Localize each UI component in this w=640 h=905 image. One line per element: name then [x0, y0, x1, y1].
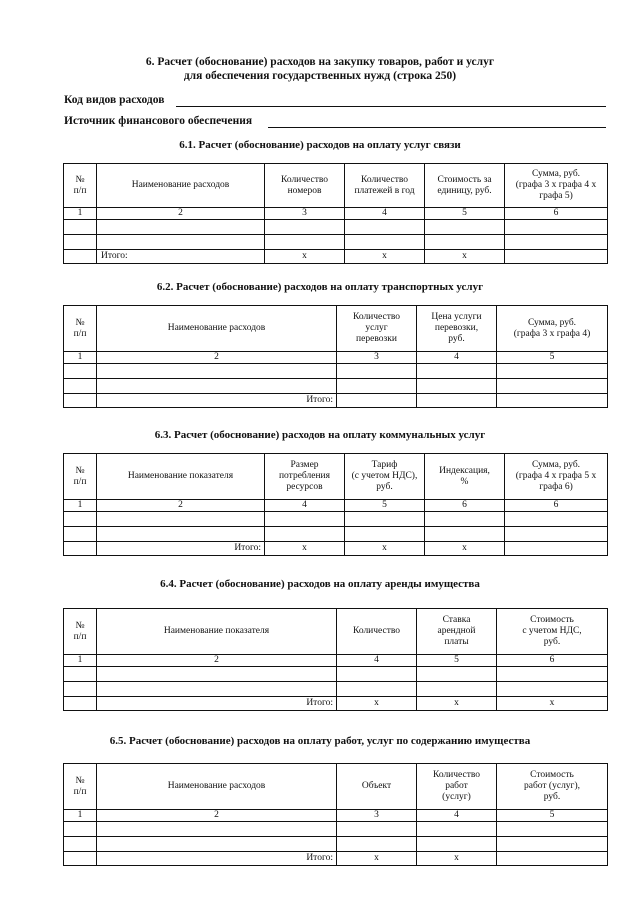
col-4-header-text: Количество платежей в год: [354, 174, 415, 196]
col-3-index: 4: [337, 655, 417, 667]
total-sum-cell[interactable]: [505, 250, 608, 264]
table-cell[interactable]: [417, 837, 497, 852]
table-cell[interactable]: [97, 822, 337, 837]
col-number-header: [64, 164, 97, 208]
col-3-header-text: Количество услуг перевозки: [352, 312, 401, 344]
table-cell[interactable]: [97, 364, 337, 379]
table-row[interactable]: [64, 512, 608, 527]
col-5-header-text: Стоимость за единицу, руб.: [437, 174, 492, 196]
expense-type-code-label: Код видов расходов: [64, 94, 165, 106]
table-header-row: [64, 164, 608, 208]
col-number-index: 1: [64, 810, 97, 822]
table-row[interactable]: [64, 682, 608, 697]
col-name-index: 2: [97, 655, 337, 667]
table-cell[interactable]: [97, 512, 265, 527]
col-number-header-text: № п/п: [73, 620, 87, 642]
col-name-header: [97, 454, 265, 500]
col-6-index: 6: [505, 500, 608, 512]
col-3-header: [337, 306, 417, 352]
column-number-row: [64, 500, 608, 512]
table-cell[interactable]: [64, 364, 97, 379]
col-5-index: 5: [425, 208, 505, 220]
col-5-index: 5: [497, 352, 608, 364]
section-6-3-table: [63, 453, 608, 556]
col-3-index: 3: [337, 352, 417, 364]
col-name-index: 2: [97, 352, 337, 364]
table-cell[interactable]: [417, 682, 497, 697]
total-label: Итого:: [97, 542, 265, 556]
table-cell: [64, 852, 97, 866]
table-cell[interactable]: [505, 235, 608, 250]
total-label: Итого:: [97, 250, 265, 264]
col-3-header: [265, 164, 345, 208]
col-4-header-text: Тариф (с учетом НДС), руб.: [351, 460, 418, 492]
table-cell[interactable]: [337, 682, 417, 697]
col-4-header: [345, 454, 425, 500]
table-cell[interactable]: [505, 512, 608, 527]
table-cell[interactable]: [497, 364, 608, 379]
table-cell[interactable]: [64, 822, 97, 837]
expense-type-code-line[interactable]: [176, 106, 606, 107]
table-cell[interactable]: [97, 235, 265, 250]
financing-source-label: Источник финансового обеспечения: [64, 115, 253, 127]
col-name-header-text: Наименование показателя: [127, 471, 234, 481]
table-cell[interactable]: [97, 682, 337, 697]
table-cell[interactable]: [97, 220, 265, 235]
table-cell[interactable]: [97, 837, 337, 852]
col-4-index: 5: [417, 655, 497, 667]
not-applicable-mark: x: [425, 542, 505, 556]
table-cell[interactable]: [345, 512, 425, 527]
col-3-index: 3: [265, 208, 345, 220]
col-name-header: [97, 306, 337, 352]
total-row: [64, 250, 608, 264]
col-4-header: [417, 609, 497, 655]
table-cell[interactable]: [337, 667, 417, 682]
table-header-row: [64, 609, 608, 655]
not-applicable-mark: x: [337, 852, 417, 866]
table-cell[interactable]: [337, 394, 417, 408]
table-cell[interactable]: [64, 235, 97, 250]
table-cell[interactable]: [497, 682, 608, 697]
table-cell[interactable]: [265, 220, 345, 235]
col-6-header-text: Сумма, руб. (графа 4 x графа 5 x графа 6): [515, 460, 597, 492]
table-cell[interactable]: [64, 667, 97, 682]
col-3-header-text: Размер потребления ресурсов: [278, 460, 331, 492]
table-cell[interactable]: [265, 512, 345, 527]
col-name-header-text: Наименование расходов: [167, 323, 266, 333]
column-number-row: [64, 208, 608, 220]
table-header-row: [64, 764, 608, 810]
not-applicable-mark: x: [497, 697, 608, 711]
table-cell[interactable]: [417, 379, 497, 394]
table-cell[interactable]: [417, 822, 497, 837]
table-cell[interactable]: [345, 235, 425, 250]
table-cell[interactable]: [345, 220, 425, 235]
not-applicable-mark: x: [265, 250, 345, 264]
not-applicable-mark: x: [345, 542, 425, 556]
total-row: [64, 697, 608, 711]
table-cell: [64, 394, 97, 408]
col-number-index: 1: [64, 500, 97, 512]
col-4-header: [417, 306, 497, 352]
table-cell[interactable]: [497, 837, 608, 852]
col-name-index: 2: [97, 810, 337, 822]
total-row: [64, 394, 608, 408]
table-row[interactable]: [64, 822, 608, 837]
table-cell[interactable]: [425, 235, 505, 250]
col-5-header: [425, 454, 505, 500]
col-4-header-text: Цена услуги перевозки, руб.: [431, 312, 482, 344]
table-cell[interactable]: [497, 667, 608, 682]
col-number-header: [64, 764, 97, 810]
col-3-index: 4: [265, 500, 345, 512]
table-cell[interactable]: [64, 527, 97, 542]
table-row[interactable]: [64, 235, 608, 250]
table-cell[interactable]: [345, 527, 425, 542]
col-name-header: [97, 164, 265, 208]
table-cell[interactable]: [64, 682, 97, 697]
col-5-header-text: Сумма, руб. (графа 3 x графа 4): [513, 317, 591, 339]
col-3-index: 3: [337, 810, 417, 822]
col-4-header: [345, 164, 425, 208]
col-3-header: [337, 609, 417, 655]
col-6-header: [505, 164, 608, 208]
col-5-header: [497, 764, 608, 810]
col-4-header: [417, 764, 497, 810]
total-label: Итого:: [97, 394, 337, 408]
col-name-header: [97, 609, 337, 655]
col-number-index: 1: [64, 208, 97, 220]
col-number-header: [64, 454, 97, 500]
col-5-index: 5: [497, 810, 608, 822]
col-4-header-text: Ставка арендной платы: [437, 615, 476, 647]
table-cell[interactable]: [337, 837, 417, 852]
total-sum-cell[interactable]: [505, 542, 608, 556]
table-header-row: [64, 454, 608, 500]
col-5-header: [497, 609, 608, 655]
col-3-header: [337, 764, 417, 810]
col-5-header-text: Стоимость работ (услуг), руб.: [523, 770, 580, 802]
column-number-row: [64, 810, 608, 822]
not-applicable-mark: x: [345, 250, 425, 264]
col-name-index: 2: [97, 208, 265, 220]
section-6-1-title: 6.1. Расчет (обоснование) расходов на оплату услуг связи: [179, 139, 461, 151]
col-5-index: 6: [425, 500, 505, 512]
section-6-1-table: [63, 163, 608, 264]
col-name-header-text: Наименование показателя: [163, 626, 270, 636]
not-applicable-mark: x: [417, 697, 497, 711]
financing-source-field: [64, 115, 252, 127]
not-applicable-mark: x: [425, 250, 505, 264]
total-label: Итого:: [97, 852, 337, 866]
table-cell[interactable]: [497, 822, 608, 837]
col-3-header-text: Количество: [352, 626, 401, 636]
table-cell[interactable]: [97, 527, 265, 542]
table-cell[interactable]: [417, 364, 497, 379]
col-3-header: [265, 454, 345, 500]
total-sum-cell[interactable]: [497, 852, 608, 866]
col-4-index: 5: [345, 500, 425, 512]
not-applicable-mark: x: [417, 852, 497, 866]
table-cell[interactable]: [425, 512, 505, 527]
col-6-header: [505, 454, 608, 500]
col-5-header-text: Стоимость с учетом НДС, руб.: [522, 615, 582, 647]
col-name-index: 2: [97, 500, 265, 512]
total-label: Итого:: [97, 697, 337, 711]
table-cell[interactable]: [337, 822, 417, 837]
total-row: [64, 852, 608, 866]
section-6-2-table: [63, 305, 608, 408]
col-3-header-text: Количество номеров: [280, 174, 329, 196]
table-cell[interactable]: [265, 527, 345, 542]
table-cell[interactable]: [265, 235, 345, 250]
financing-source-line[interactable]: [268, 127, 606, 128]
col-number-header-text: № п/п: [73, 465, 87, 487]
total-row: [64, 542, 608, 556]
table-cell[interactable]: [425, 220, 505, 235]
table-cell: [64, 697, 97, 711]
col-5-index: 6: [497, 655, 608, 667]
table-row[interactable]: [64, 667, 608, 682]
table-cell[interactable]: [97, 667, 337, 682]
table-row[interactable]: [64, 379, 608, 394]
table-cell[interactable]: [505, 220, 608, 235]
col-4-index: 4: [345, 208, 425, 220]
section-6-2-title: 6.2. Расчет (обоснование) расходов на оплату транспортных услуг: [156, 281, 484, 293]
column-number-row: [64, 352, 608, 364]
col-3-header-text: Объект: [361, 781, 392, 791]
not-applicable-mark: x: [265, 542, 345, 556]
table-cell: [64, 250, 97, 264]
section-6-5-table: [63, 763, 608, 866]
table-row[interactable]: [64, 527, 608, 542]
not-applicable-mark: x: [337, 697, 417, 711]
col-number-header-text: № п/п: [73, 317, 87, 339]
col-number-header-text: № п/п: [73, 775, 87, 797]
col-5-header-text: Индексация, %: [439, 465, 490, 487]
col-5-header: [425, 164, 505, 208]
table-cell[interactable]: [64, 220, 97, 235]
total-sum-cell[interactable]: [497, 394, 608, 408]
col-6-index: 6: [505, 208, 608, 220]
table-cell: [64, 542, 97, 556]
col-name-header-text: Наименование расходов: [131, 180, 230, 190]
table-cell[interactable]: [337, 379, 417, 394]
table-row[interactable]: [64, 220, 608, 235]
table-cell[interactable]: [417, 394, 497, 408]
section-6-4-title: 6.4. Расчет (обоснование) расходов на оплату аренды имущества: [160, 578, 480, 590]
table-cell[interactable]: [337, 364, 417, 379]
section-6-3-title: 6.3. Расчет (обоснование) расходов на оплату коммунальных услуг: [154, 429, 486, 441]
table-cell[interactable]: [64, 837, 97, 852]
expense-type-code-field: [64, 94, 164, 106]
table-row[interactable]: [64, 837, 608, 852]
col-name-header: [97, 764, 337, 810]
section-6-5-title: 6.5. Расчет (обоснование) расходов на оплату работ, услуг по содержанию имущества: [109, 735, 531, 747]
table-row[interactable]: [64, 364, 608, 379]
col-6-header-text: Сумма, руб. (графа 3 x графа 4 x графа 5): [515, 169, 597, 201]
document-title-line-1: 6. Расчет (обоснование) расходов на закупку товаров, работ и услуг: [145, 56, 495, 68]
col-number-header: [64, 306, 97, 352]
col-4-index: 4: [417, 810, 497, 822]
table-cell[interactable]: [417, 667, 497, 682]
table-cell[interactable]: [97, 379, 337, 394]
col-number-index: 1: [64, 352, 97, 364]
col-name-header-text: Наименование расходов: [167, 781, 266, 791]
col-number-index: 1: [64, 655, 97, 667]
col-number-header-text: № п/п: [73, 174, 87, 196]
document-title-line-2: для обеспечения государственных нужд (строка 250): [183, 70, 457, 82]
table-cell[interactable]: [505, 527, 608, 542]
table-cell[interactable]: [497, 379, 608, 394]
col-5-header: [497, 306, 608, 352]
col-4-index: 4: [417, 352, 497, 364]
table-cell[interactable]: [425, 527, 505, 542]
column-number-row: [64, 655, 608, 667]
col-number-header: [64, 609, 97, 655]
section-6-4-table: [63, 608, 608, 711]
col-4-header-text: Количество работ (услуг): [432, 770, 481, 802]
table-header-row: [64, 306, 608, 352]
table-cell[interactable]: [64, 512, 97, 527]
table-cell[interactable]: [64, 379, 97, 394]
